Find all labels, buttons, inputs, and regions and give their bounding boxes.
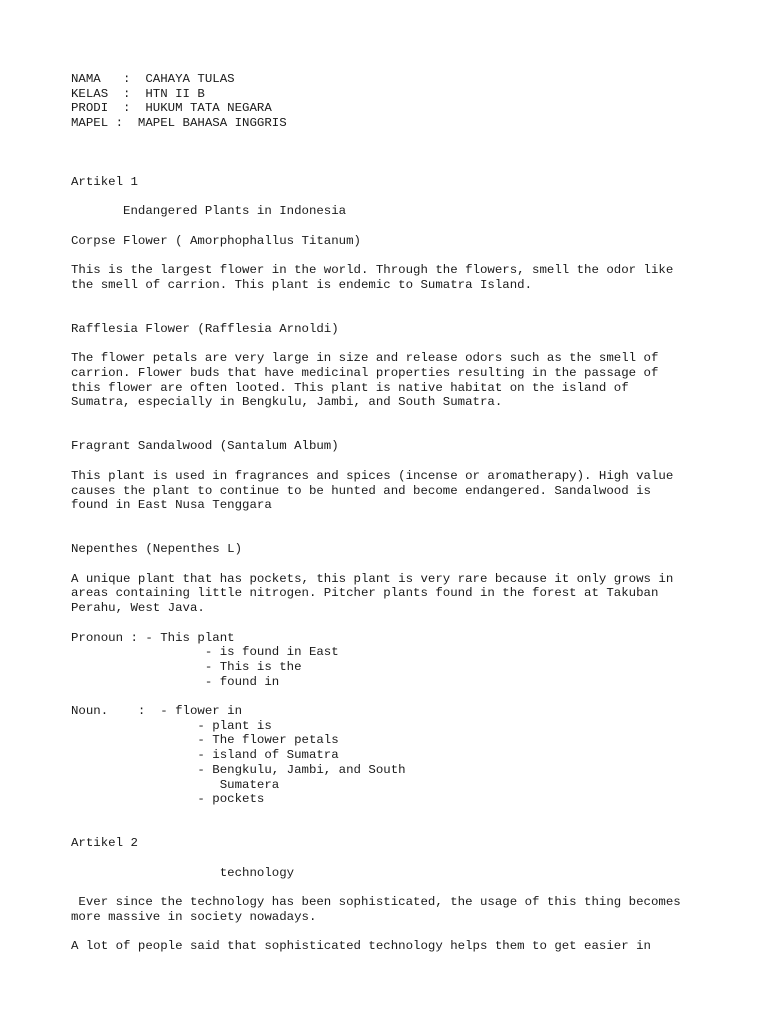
section-rafflesia-flower <box>71 322 751 410</box>
paragraph-line: This plant is used in fragrances and spices (incense or aromatherapy). High value <box>71 468 674 483</box>
paragraph-line: found in East Nusa Tenggara <box>71 498 272 513</box>
paragraph-line: Ever since the technology has been sophisticated, the usage of this thing becomes <box>71 895 681 910</box>
noun-item: Sumatera <box>71 777 280 792</box>
paragraph-line: areas containing little nitrogen. Pitcher plants found in the forest at Takuban <box>71 586 659 601</box>
noun-item: - The flower petals <box>71 733 339 748</box>
section-heading: Corpse Flower ( Amorphophallus Titanum) <box>71 233 361 248</box>
section-corpse-flower <box>71 234 751 293</box>
paragraph-line: the smell of carrion. This plant is endemic to Sumatra Island. <box>71 277 533 292</box>
paragraph-line: A unique plant that has pockets, this plant is very rare because it only grows in <box>71 571 674 586</box>
info-mapel: MAPEL : MAPEL BAHASA INGGRIS <box>71 116 287 131</box>
noun-item: - pockets <box>71 792 265 807</box>
article-2 <box>71 836 751 954</box>
pronoun-item: - This is the <box>71 659 302 674</box>
pronoun-item: - is found in East <box>71 645 339 660</box>
paragraph-line: A lot of people said that sophisticated technology helps them to get easier in <box>71 939 651 954</box>
paragraph-line: This is the largest flower in the world. Through the flowers, smell the odor like <box>71 263 674 278</box>
article-2-label: Artikel 2 <box>71 836 138 851</box>
article-1-title: Endangered Plants in Indonesia <box>71 204 347 219</box>
pronoun-item: - found in <box>71 674 280 689</box>
noun-item: - plant is <box>71 718 272 733</box>
section-heading: Fragrant Sandalwood (Santalum Album) <box>71 439 339 454</box>
noun-item: Noun. : - flower in <box>71 704 243 719</box>
paragraph-line: more massive in society nowadays. <box>71 909 317 924</box>
paragraph-line: causes the plant to continue to be hunted and become endangered. Sandalwood is <box>71 483 651 498</box>
info-kelas: KELAS : HTN II B <box>71 86 205 101</box>
article-1-label: Artikel 1 <box>71 174 138 189</box>
info-nama: NAMA : CAHAYA TULAS <box>71 72 235 86</box>
paragraph-line: Sumatra, especially in Bengkulu, Jambi, and South Sumatra. <box>71 395 503 410</box>
pronoun-item: Pronoun : - This plant <box>71 630 235 645</box>
pronoun-list <box>71 631 751 690</box>
section-nepenthes <box>71 542 751 616</box>
section-heading: Rafflesia Flower (Rafflesia Arnoldi) <box>71 321 339 336</box>
article-1 <box>71 175 751 807</box>
noun-list <box>71 704 751 807</box>
noun-item: - island of Sumatra <box>71 748 339 763</box>
section-fragrant-sandalwood <box>71 439 751 513</box>
document-page <box>71 72 751 954</box>
paragraph-line: this flower are often looted. This plant is native habitat on the island of <box>71 380 629 395</box>
paragraph-line: Perahu, West Java. <box>71 601 205 616</box>
info-prodi: PRODI : HUKUM TATA NEGARA <box>71 101 272 116</box>
noun-item: - Bengkulu, Jambi, and South <box>71 762 406 777</box>
article-2-title: technology <box>71 865 295 880</box>
student-info <box>71 72 751 131</box>
paragraph-line: carrion. Flower buds that have medicinal properties resulting in the passage of <box>71 365 659 380</box>
section-heading: Nepenthes (Nepenthes L) <box>71 542 243 557</box>
paragraph-line: The flower petals are very large in size and release odors such as the smell of <box>71 351 659 366</box>
